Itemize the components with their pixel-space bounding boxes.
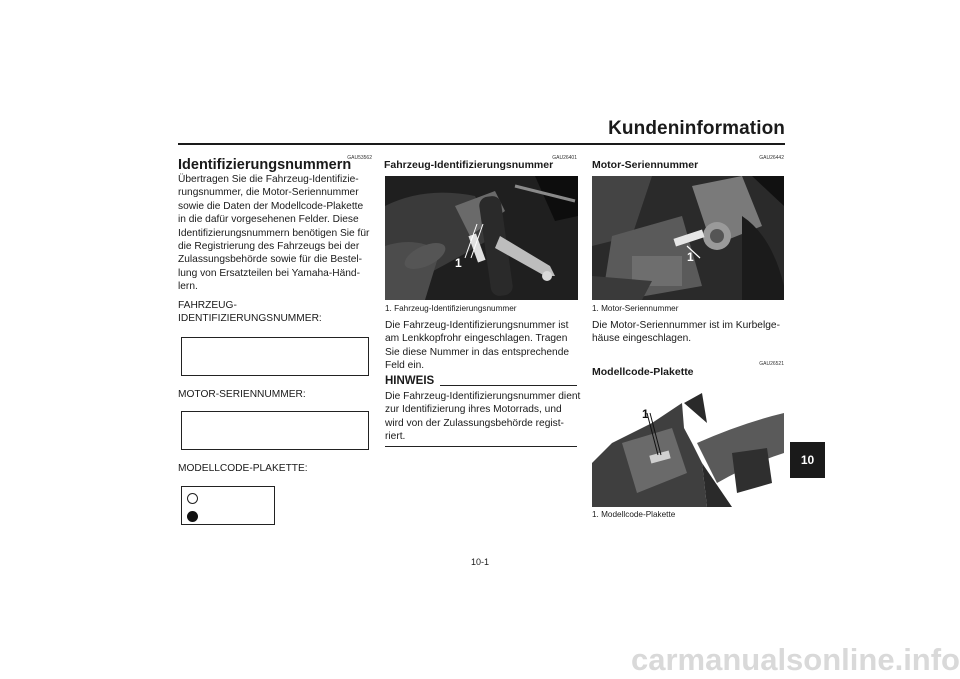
text-line: zur Identifizierung ihres Motorrads, und — [385, 404, 562, 416]
photo-caption: 1. Fahrzeug-Identifizierungsnummer — [385, 304, 517, 313]
text-line: sowie die Daten der Modellcode-Plakette — [178, 200, 364, 212]
text-line: Sie diese Nummer in das entsprechende — [385, 346, 570, 358]
engine-illustration — [592, 176, 784, 300]
rear-frame-illustration — [592, 383, 784, 507]
model-label-photo — [592, 383, 784, 507]
handlebar-illustration — [385, 176, 578, 300]
note-end-rule — [385, 446, 577, 447]
text-line: Zulassungsbehörde sowie für die Bestel- — [178, 254, 363, 266]
vin-location-photo — [385, 176, 578, 300]
callout-number: 1 — [642, 407, 649, 421]
photo-caption: 1. Motor-Seriennummer — [592, 304, 679, 313]
text-line: FAHRZEUG- — [178, 300, 237, 311]
section-code: GAU53562 — [347, 155, 372, 161]
watermark: carmanualsonline.info — [630, 642, 960, 677]
chapter-tab[interactable]: 10 — [790, 442, 825, 478]
page-title: Kundeninformation — [608, 118, 785, 139]
engine-label: MOTOR-SERIENNUMMER: — [178, 389, 306, 400]
text-line: riert. — [385, 431, 406, 443]
text-line: wird von der Zulassungsbehörde regist- — [385, 417, 564, 429]
note-paragraph — [385, 390, 585, 444]
model-label: MODELLCODE-PLAKETTE: — [178, 463, 308, 474]
text-line: in die dafür vorgesehenen Felder. Diese — [178, 214, 359, 226]
text-line: Übertragen Sie die Fahrzeug-Identifizie- — [178, 174, 359, 185]
vin-label — [178, 299, 322, 326]
engine-number-photo — [592, 176, 784, 300]
text-line: am Lenkkopfrohr eingeschlagen. Tragen — [385, 333, 568, 345]
text-line: lung von Ersatzteilen bei Yamaha-Händ- — [178, 267, 360, 279]
callout-number: 1 — [687, 250, 694, 264]
text-line: lern. — [178, 281, 198, 293]
section-heading: Modellcode-Plakette — [592, 366, 694, 378]
vin-entry-box[interactable] — [181, 337, 369, 376]
section-code: GAU26521 — [759, 361, 784, 367]
section-heading: Motor-Seriennummer — [592, 159, 699, 171]
text-line: Feld ein. — [385, 360, 425, 372]
note-title-rule — [440, 385, 577, 386]
text-line: Identifizierungsnummern benötigen Sie für — [178, 227, 370, 239]
photo-caption: 1. Modellcode-Plakette — [592, 510, 676, 519]
callout-number: 1 — [455, 256, 462, 270]
section-heading: Fahrzeug-Identifizierungsnummer — [384, 159, 554, 171]
text-line: Die Fahrzeug-Identifizierungsnummer ist — [385, 320, 569, 331]
filled-circle-icon — [187, 511, 198, 522]
engine-paragraph — [592, 319, 792, 346]
text-line: Die Motor-Seriennummer ist im Kurbelge- — [592, 320, 780, 331]
section-heading: Identifizierungsnummern — [178, 157, 352, 173]
text-line: häuse eingeschlagen. — [592, 333, 692, 345]
text-line: die Registrierung des Fahrzeugs bei der — [178, 241, 360, 253]
text-line: IDENTIFIZIERUNGSNUMMER: — [178, 313, 322, 325]
header-rule — [178, 143, 785, 145]
model-label-box[interactable] — [181, 486, 275, 525]
page-number: 10-1 — [470, 557, 489, 567]
text-line: Die Fahrzeug-Identifizierungsnummer dient — [385, 391, 581, 402]
text-line: rungsnummer, die Motor-Seriennummer — [178, 187, 359, 199]
note-title: HINWEIS — [385, 375, 435, 387]
section-code: GAU26442 — [759, 155, 784, 161]
section-code: GAU26401 — [552, 155, 577, 161]
engine-entry-box[interactable] — [181, 411, 369, 450]
intro-paragraph — [178, 173, 378, 294]
vin-paragraph — [385, 319, 585, 373]
open-circle-icon — [187, 493, 198, 504]
